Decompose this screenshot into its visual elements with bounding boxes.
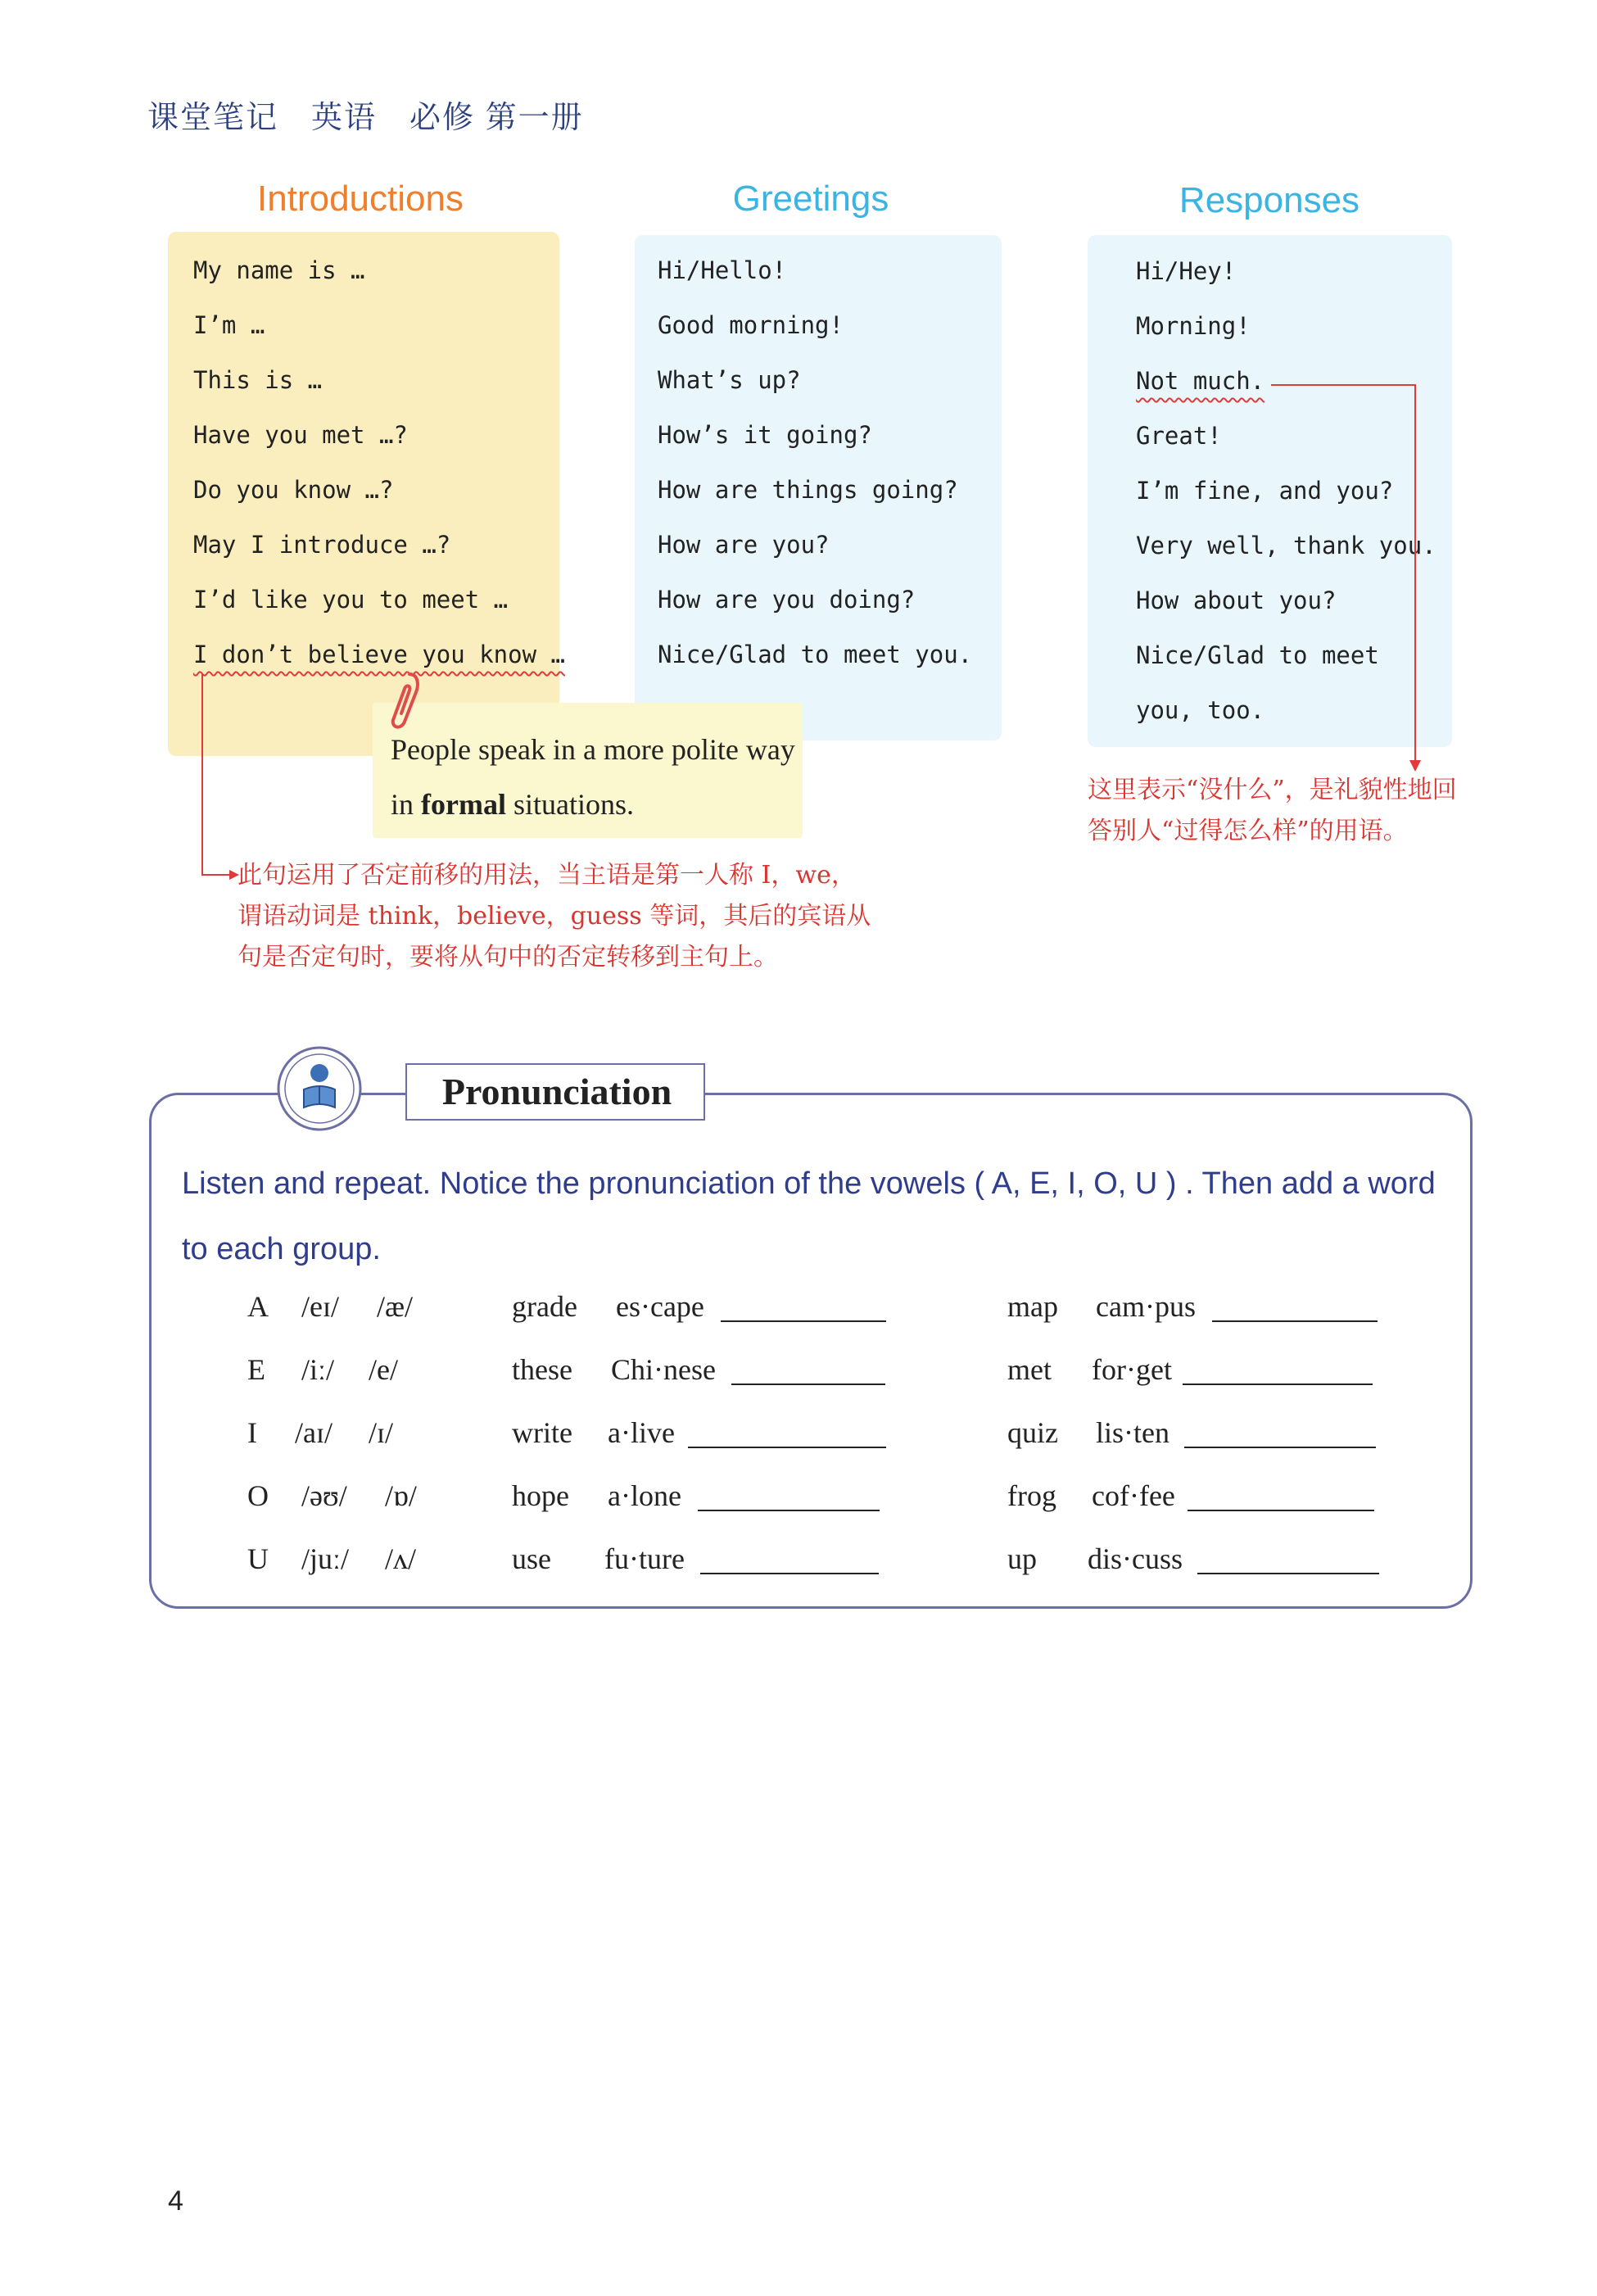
answer-blank[interactable]: [1183, 1351, 1373, 1385]
answer-blank[interactable]: [1212, 1288, 1378, 1322]
list-item: How are things going?: [658, 476, 958, 504]
ipa-short: /e/: [369, 1353, 398, 1386]
vowel-row-o: [0, 1479, 1597, 1542]
list-item: I’d like you to meet …: [193, 586, 509, 614]
word: met: [1007, 1353, 1052, 1386]
page-number: 4: [168, 2185, 183, 2217]
answer-blank[interactable]: [700, 1540, 879, 1574]
word: use: [512, 1542, 551, 1575]
list-item: Not much.: [1136, 367, 1265, 395]
word: es·cape: [616, 1290, 704, 1323]
word: cof·fee: [1092, 1479, 1175, 1512]
introductions-title: Introductions: [257, 179, 464, 219]
responses-title: Responses: [1179, 180, 1360, 220]
list-item: How about you?: [1136, 586, 1337, 614]
answer-blank[interactable]: [1184, 1414, 1376, 1448]
vowel-letter: I: [247, 1416, 257, 1449]
answer-blank[interactable]: [698, 1477, 880, 1511]
answer-blank[interactable]: [688, 1414, 886, 1448]
list-item: Nice/Glad to meet: [1136, 641, 1379, 669]
answer-blank[interactable]: [1197, 1540, 1379, 1574]
word: fu·ture: [604, 1542, 685, 1575]
annotation-left: 此句运用了否定前移的用法，当主语是第一人称 I，we，谓语动词是 think，believe，guess 等词，其后的宾语从句是否定句时，要将从句中的否定转移到主句上。: [238, 861, 871, 971]
header-subject: 英语: [311, 101, 378, 135]
word: a·live: [608, 1416, 675, 1449]
word: up: [1007, 1542, 1037, 1575]
word: dis·cuss: [1088, 1542, 1183, 1575]
ipa-long: /aɪ/: [295, 1416, 333, 1449]
list-item: Nice/Glad to meet you.: [658, 641, 973, 668]
list-item: I’m …: [193, 311, 265, 339]
note-bold-word: formal: [421, 788, 506, 821]
answer-blank[interactable]: [731, 1351, 885, 1385]
list-item: How are you doing?: [658, 586, 916, 614]
word: a·lone: [608, 1479, 681, 1512]
list-item: Great!: [1136, 422, 1222, 450]
vowel-letter: A: [247, 1290, 269, 1323]
list-item: Hi/Hello!: [658, 256, 787, 284]
header-book: 课堂笔记: [147, 101, 279, 135]
word: cam·pus: [1096, 1290, 1196, 1323]
word: these: [512, 1353, 572, 1386]
reading-person-icon: [274, 1044, 364, 1134]
vowel-letter: E: [247, 1353, 265, 1386]
vowel-letter: O: [247, 1479, 269, 1512]
list-item: My name is …: [193, 256, 365, 284]
ipa-long: /əʊ/: [301, 1479, 347, 1512]
list-item: Do you know …?: [193, 476, 394, 504]
pronunciation-instruction: Listen and repeat. Notice the pronunciation of the vowels ( A, E, I, O, U ) . Then add a word to each group.: [182, 1166, 1436, 1266]
annotation-right: 这里表示“没什么”，是礼貌性地回答别人“过得怎么样”的用语。: [1088, 776, 1457, 845]
list-item: How’s it going?: [658, 421, 872, 449]
list-item: Hi/Hey!: [1136, 257, 1237, 285]
annotation-connectors: [0, 0, 1597, 901]
answer-blank[interactable]: [1188, 1477, 1374, 1511]
word: for·get: [1092, 1353, 1172, 1386]
note-text: People speak in a more polite way in formal situations.: [391, 733, 795, 821]
ipa-long: /iː/: [301, 1353, 335, 1386]
word: lis·ten: [1096, 1416, 1169, 1449]
vowel-row-i: [0, 1415, 1597, 1479]
vowel-row-u: [0, 1542, 1597, 1605]
ipa-short: /ɪ/: [369, 1416, 394, 1449]
header-volume: 必修 第一册: [409, 101, 584, 135]
list-item: I’m fine, and you?: [1136, 477, 1394, 505]
list-item: Good morning!: [658, 311, 844, 339]
list-item: you, too.: [1136, 696, 1265, 724]
pronunciation-title: Pronunciation: [441, 1071, 672, 1112]
word: frog: [1007, 1479, 1056, 1512]
word: write: [512, 1416, 572, 1449]
word: grade: [512, 1290, 577, 1323]
word: Chi·nese: [611, 1353, 716, 1386]
ipa-short: /ʌ/: [385, 1542, 417, 1575]
list-item: This is …: [193, 366, 323, 394]
list-item: What’s up?: [658, 366, 801, 394]
list-item: I don’t believe you know …: [193, 641, 565, 668]
word: hope: [512, 1479, 569, 1512]
vowel-letter: U: [247, 1542, 269, 1575]
ipa-short: /æ/: [377, 1290, 414, 1323]
list-item: May I introduce …?: [193, 531, 451, 559]
list-item: Very well, thank you.: [1136, 532, 1436, 559]
list-item: Have you met …?: [193, 421, 408, 449]
word: quiz: [1007, 1416, 1058, 1449]
answer-blank[interactable]: [721, 1288, 886, 1322]
vowel-row-e: [0, 1352, 1597, 1415]
ipa-long: /juː/: [301, 1542, 350, 1575]
word: map: [1007, 1290, 1058, 1323]
list-item: How are you?: [658, 531, 830, 559]
list-item: Morning!: [1136, 312, 1251, 340]
greetings-title: Greetings: [732, 179, 889, 219]
ipa-long: /eɪ/: [301, 1290, 339, 1323]
ipa-short: /ɒ/: [385, 1479, 417, 1512]
vowel-row-a: [0, 1289, 1597, 1352]
